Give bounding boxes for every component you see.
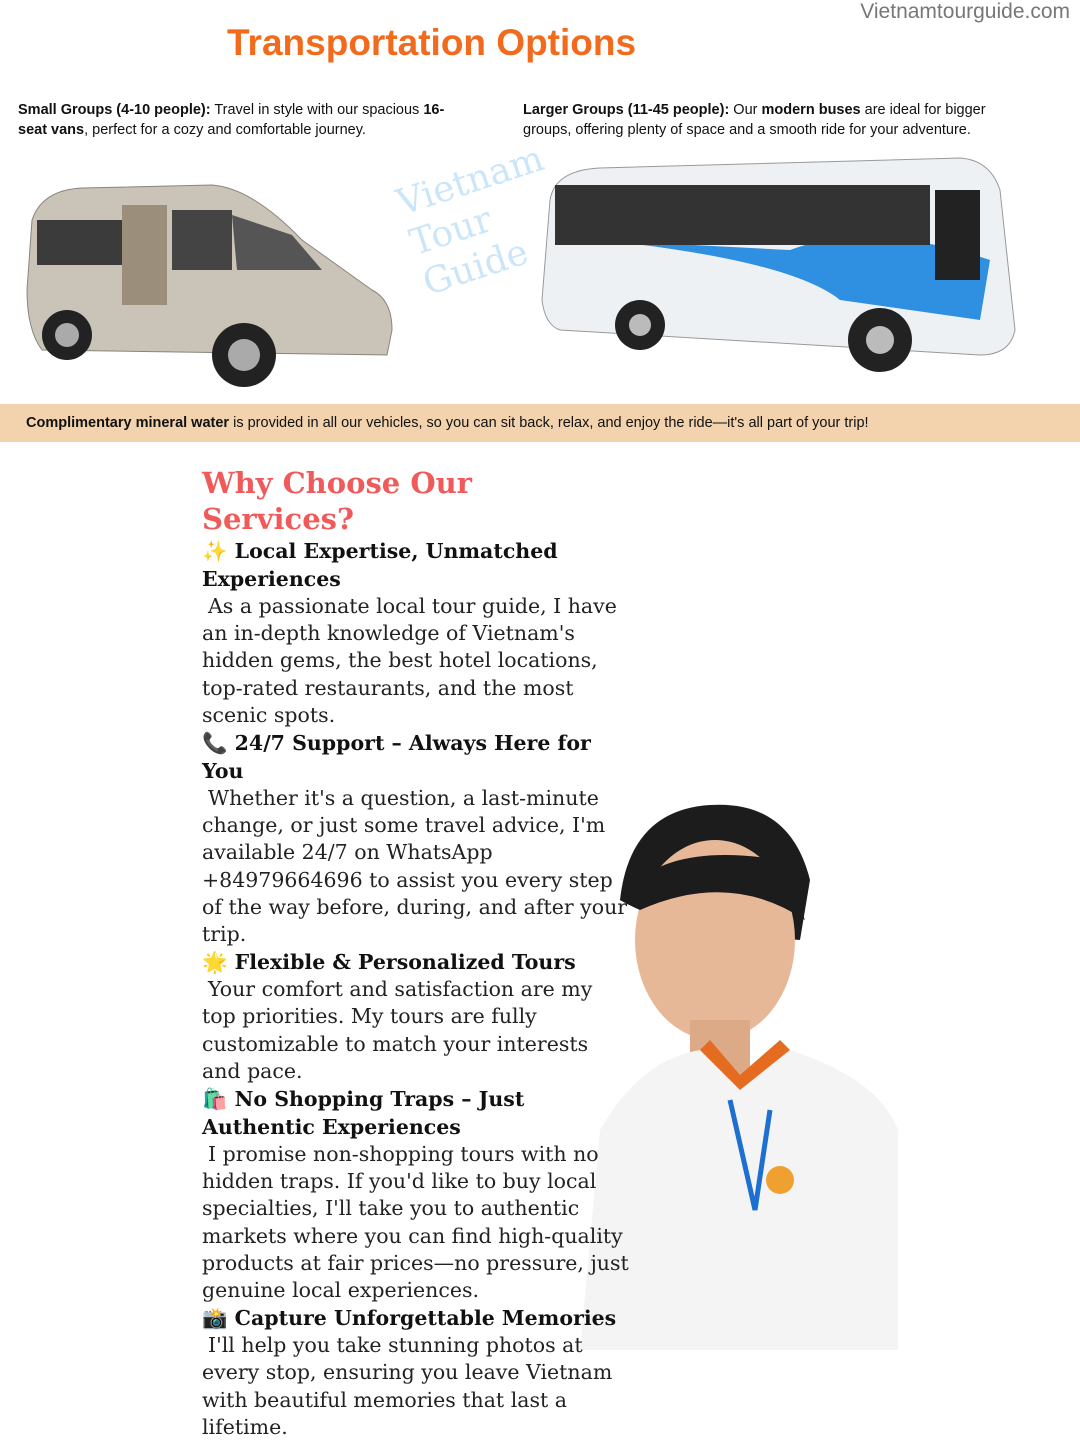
page-title: Transportation Options [227, 22, 637, 63]
item-text: I promise non-shopping tours with no hidden traps. If you'd like to buy local specialties, I'll take you to authentic markets where you can find high-quality products at fair prices—no pressure, just genuine local experiences. [202, 1142, 629, 1303]
item-title [202, 537, 632, 593]
site-name: Vietnamtourguide.com [860, 0, 1070, 23]
van-image [22, 180, 397, 395]
why-choose-section [202, 465, 632, 1441]
large-groups-desc [523, 100, 1023, 140]
text: , perfect for a cozy and comfortable journey. [84, 122, 366, 138]
item-title [202, 729, 632, 785]
label: Larger Groups (11-45 people): [523, 102, 730, 118]
title-text: 24/7 Support – Always Here for You [202, 731, 591, 784]
item-title [202, 1085, 632, 1141]
water-banner [0, 404, 1080, 442]
section-heading: Why Choose Our Services? [202, 466, 472, 536]
label: 16-seat vans [18, 102, 445, 138]
item-text: As a passionate local tour guide, I have an in-depth knowledge of Vietnam's hidden gems, the best hotel locations, top-rated restaurants, and the most scenic spots. [202, 594, 617, 727]
camera-icon: 📸 [202, 1306, 228, 1331]
item-title [202, 1304, 632, 1332]
item-text: Whether it's a question, a last-minute change, or just some travel advice, I'm available 24/7 on WhatsApp +84979664696 to assist you every step of the way before, during, and after your trip. [202, 786, 628, 947]
item-title [202, 948, 632, 976]
title-text: Flexible & Personalized Tours [234, 950, 576, 975]
title-text: Capture Unforgettable Memories [234, 1306, 617, 1331]
label: modern buses [761, 102, 861, 118]
shopping-bags-icon: 🛍️ [202, 1087, 228, 1112]
text: Travel in style with our spacious [210, 102, 424, 118]
small-groups-desc [18, 100, 468, 140]
title-text: Local Expertise, Unmatched Experiences [202, 539, 558, 591]
text: is provided in all our vehicles, so you can sit back, relax, and enjoy the ride—it's all part of your trip! [229, 415, 869, 431]
phone-icon: 📞 [202, 731, 228, 756]
bus-image [540, 150, 1040, 380]
watermark: Vietnam Tour Guide [392, 138, 549, 304]
label: Small Groups (4-10 people): [18, 102, 211, 118]
text: Our [729, 102, 762, 118]
sparkles-icon: ✨ [202, 539, 228, 563]
title-text: No Shopping Traps – Just Authentic Experiences [202, 1087, 525, 1140]
label: Complimentary mineral water [26, 415, 230, 431]
text: are ideal for bigger groups, offering plenty of space and a smooth ride for your adventure. [523, 102, 986, 138]
star-icon: 🌟 [202, 950, 228, 975]
item-text: Your comfort and satisfaction are my top priorities. My tours are fully customizable to match your interests and pace. [202, 977, 593, 1083]
item-text: I'll help you take stunning photos at every stop, ensuring you leave Vietnam with beautiful memories that last a lifetime. [202, 1333, 613, 1439]
